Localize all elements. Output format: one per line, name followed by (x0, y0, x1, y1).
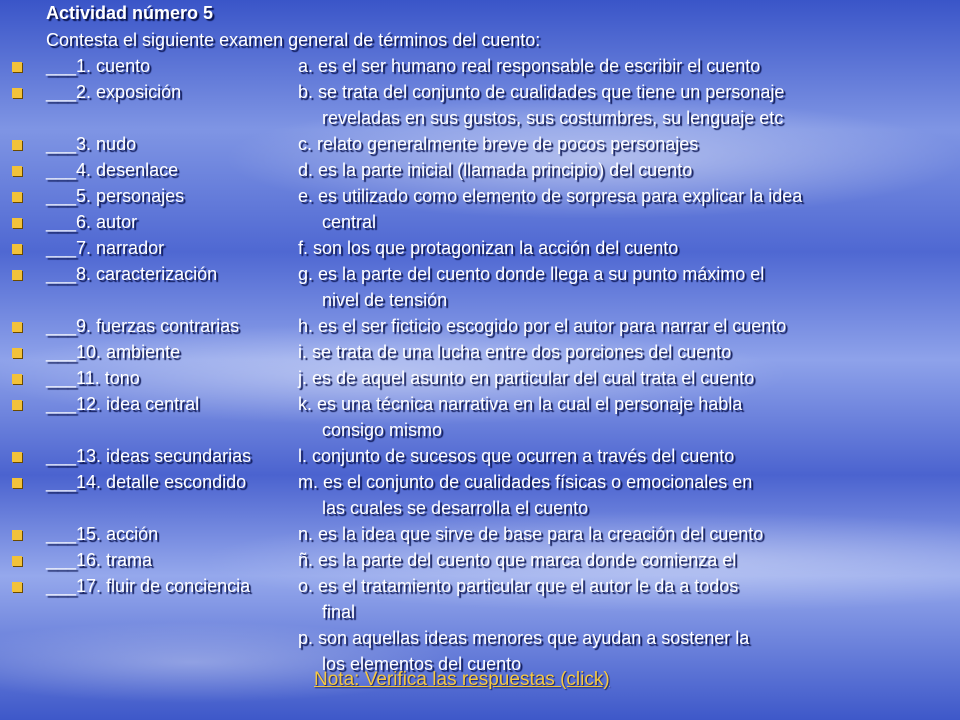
definition-text: d. es la parte inicial (llamada principio) del cuento (298, 160, 693, 180)
definition-text: k. es una técnica narrativa en la cual el personaje habla (298, 394, 743, 414)
list-item (0, 446, 960, 472)
definition-text: b. se trata del conjunto de cualidades que tiene un personaje (298, 82, 785, 102)
definition-text: consigo mismo (322, 420, 443, 440)
list-item (0, 160, 960, 186)
definition-text: n. es la idea que sirve de base para la creación del cuento (298, 524, 764, 544)
definition-text: las cuales se desarrolla el cuento (322, 498, 589, 518)
definition-text: reveladas en sus gustos, sus costumbres, su lenguaje etc (322, 108, 784, 128)
list-item (0, 420, 960, 446)
term-label: ___11. tono (46, 368, 140, 388)
list-item (0, 316, 960, 342)
definition-text: f. son los que protagonizan la acción del cuento (298, 238, 679, 258)
list-item (0, 472, 960, 498)
term-label: ___4. desenlace (46, 160, 179, 180)
square-bullet-icon (12, 322, 22, 332)
activity-instructions: Contesta el siguiente examen general de términos del cuento: (46, 30, 541, 50)
list-item (0, 602, 960, 628)
term-label: ___6. autor (46, 212, 138, 232)
verify-answers-link[interactable]: Nota: Verifica las respuestas (click) (314, 669, 610, 690)
term-label: ___12. idea central (46, 394, 200, 414)
square-bullet-icon (12, 478, 22, 488)
term-label: ___2. exposición (46, 82, 182, 102)
square-bullet-icon (12, 374, 22, 384)
list-item (0, 186, 960, 212)
list-item (0, 108, 960, 134)
list-item (0, 550, 960, 576)
definition-text: ñ. es la parte del cuento que marca donde comienza el (298, 550, 737, 570)
definition-text: g. es la parte del cuento donde llega a su punto máximo el (298, 264, 765, 284)
definition-text: m. es el conjunto de cualidades físicas o emocionales en (298, 472, 753, 492)
list-item (0, 134, 960, 160)
term-label: ___16. trama (46, 550, 153, 570)
definition-text: o. es el tratamiento particular que el autor le da a todos (298, 576, 739, 596)
definition-text: los elementos del cuento (322, 654, 522, 674)
definition-text: e. es utilizado como elemento de sorpresa para explicar la idea (298, 186, 803, 206)
definition-text: i. se trata de una lucha entre dos porciones del cuento (298, 342, 732, 362)
list-item (0, 498, 960, 524)
square-bullet-icon (12, 166, 22, 176)
definition-text: p. son aquellas ideas menores que ayudan a sostener la (298, 628, 750, 648)
square-bullet-icon (12, 192, 22, 202)
square-bullet-icon (12, 452, 22, 462)
list-item (0, 238, 960, 264)
square-bullet-icon (12, 140, 22, 150)
term-label: ___10. ambiente (46, 342, 181, 362)
list-item (0, 368, 960, 394)
term-label: ___14. detalle escondido (46, 472, 247, 492)
square-bullet-icon (12, 348, 22, 358)
definition-text: a. es el ser humano real responsable de escribir el cuento (298, 56, 761, 76)
square-bullet-icon (12, 270, 22, 280)
list-item (0, 82, 960, 108)
square-bullet-icon (12, 244, 22, 254)
definition-text: l. conjunto de sucesos que ocurren a través del cuento (298, 446, 735, 466)
list-item (0, 212, 960, 238)
definition-text: central (322, 212, 377, 232)
list-item (0, 628, 960, 654)
list-item (0, 290, 960, 316)
square-bullet-icon (12, 218, 22, 228)
term-label: ___13. ideas secundarias (46, 446, 252, 466)
term-label: ___7. narrador (46, 238, 165, 258)
list-item (0, 264, 960, 290)
term-label: ___3. nudo (46, 134, 137, 154)
term-label: ___5. personajes (46, 186, 185, 206)
definition-text: c. relato generalmente breve de pocos personajes (298, 134, 699, 154)
term-label: ___9. fuerzas contrarias (46, 316, 240, 336)
list-item (0, 524, 960, 550)
term-label: ___1. cuento (46, 56, 151, 76)
square-bullet-icon (12, 400, 22, 410)
square-bullet-icon (12, 582, 22, 592)
square-bullet-icon (12, 62, 22, 72)
square-bullet-icon (12, 556, 22, 566)
list-item (0, 576, 960, 602)
list-item (0, 342, 960, 368)
term-label: ___15. acción (46, 524, 159, 544)
term-label: ___8. caracterización (46, 264, 218, 284)
definition-text: h. es el ser ficticio escogido por el autor para narrar el cuento (298, 316, 787, 336)
list-item (0, 56, 960, 82)
square-bullet-icon (12, 530, 22, 540)
definition-text: j. es de aquel asunto en particular del cual trata el cuento (298, 368, 755, 388)
activity-title: Actividad número 5 (46, 3, 214, 23)
definition-text: nivel de tensión (322, 290, 448, 310)
list-item (0, 394, 960, 420)
term-label: ___17. fluir de conciencia (46, 576, 251, 596)
square-bullet-icon (12, 88, 22, 98)
exam-items-list (0, 56, 960, 680)
definition-text: final (322, 602, 356, 622)
